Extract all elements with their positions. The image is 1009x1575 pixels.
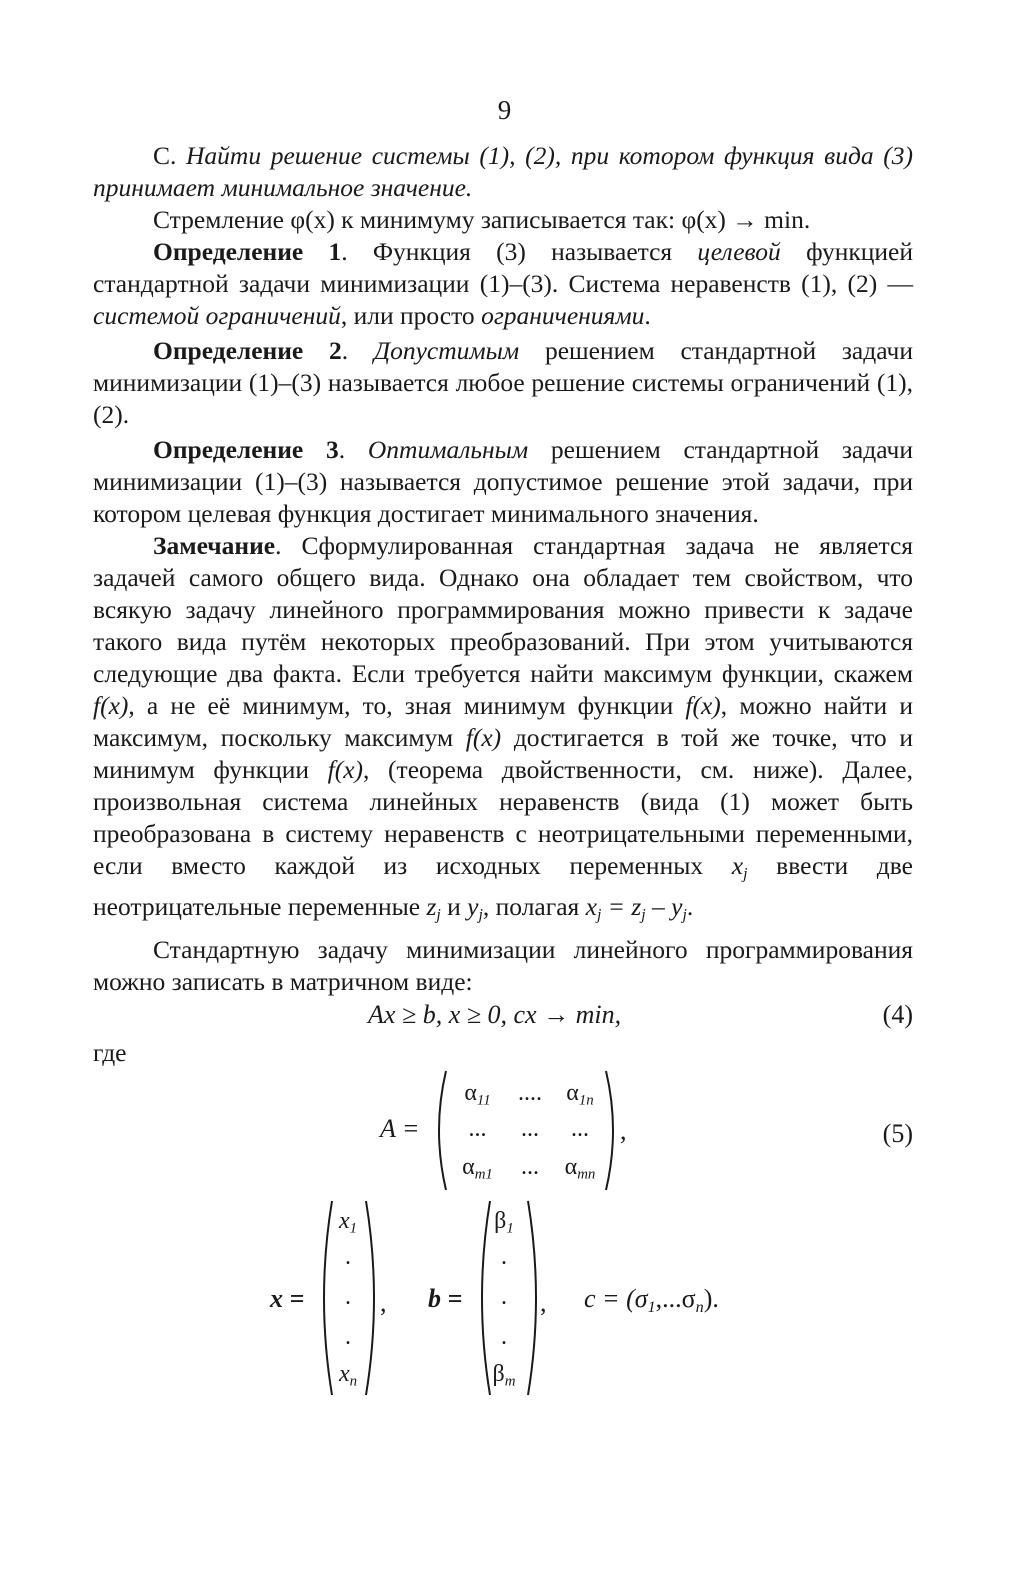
vector-entry: $x_n$ (338, 1361, 358, 1390)
left-paren (428, 1068, 450, 1193)
vector-entry: $\beta_1$ (494, 1208, 514, 1237)
vector-entry: $\beta_m$ (492, 1361, 516, 1390)
vector-c: $c = (\sigma_1,...\sigma_n)$. (584, 1284, 719, 1316)
vector-dot: . (345, 1324, 351, 1350)
remark-label: Замечание (153, 531, 276, 560)
definition-2: Определение 2. Допустимым решением стандартной задачи минимизации (1)–(3) называется любое решение системы ограничений (1), (2). (93, 336, 913, 429)
vector-b-lhs: b = (428, 1284, 463, 1313)
vector-dot: . (345, 1284, 351, 1310)
vector-b (428, 1198, 548, 1398)
body-text (93, 140, 913, 998)
definition-2-label: Определение 2 (153, 336, 342, 365)
vector-dot: . (501, 1284, 507, 1310)
matrix-a-lhs: A = (380, 1114, 420, 1143)
where-label: где (93, 1038, 127, 1067)
vector-entry: $x_1$ (338, 1208, 358, 1237)
formula-5-number: (5) (882, 1119, 913, 1148)
vector-dot: . (501, 1324, 507, 1350)
matrix-cell: .... (518, 1080, 542, 1106)
page-number: 9 (497, 95, 512, 125)
vector-x-trail: , (380, 1288, 387, 1317)
matrix-a-trail: , (620, 1116, 627, 1145)
matrix-cell: ... (521, 1116, 539, 1142)
formula-4-number: (4) (882, 1000, 913, 1029)
matrix-cell: $\alpha_{1n}$ (566, 1080, 594, 1109)
vector-b-trail: , (540, 1288, 547, 1317)
matrix-cell: ... (521, 1154, 539, 1180)
definition-1-label: Определение 1 (153, 237, 342, 266)
definition-1: Определение 1. Функция (3) называется целевой функцией стандартной задачи минимизации (1)–(3). Система неравенств (1), (2) — системой ограничений, или просто ограничениями. (93, 237, 913, 330)
vector-dot: . (501, 1244, 507, 1270)
definition-3: Определение 3. Оптимальным решением стандартной задачи минимизации (1)–(3) называется допустимое решение этой задачи, при котором целевая функция достигает минимального значения. (93, 435, 913, 528)
paragraph-matrix-form: Стандартную задачу минимизации линейного программирования можно записать в матричном виде: (93, 935, 913, 997)
vector-dot: . (345, 1244, 351, 1270)
vector-x (270, 1198, 390, 1398)
matrix-a (380, 1068, 627, 1193)
formula-4-expression: Ax ≥ b, x ≥ 0, cx → min, (368, 1000, 622, 1029)
paragraph-phi-min: Стремление φ(x) к минимуму записывается так: φ(x) → min. (153, 205, 811, 234)
matrix-cell: $\alpha_{mn}$ (564, 1154, 596, 1183)
matrix-cell: ... (571, 1116, 589, 1142)
matrix-cell: ... (468, 1116, 487, 1142)
vector-x-lhs: x = (270, 1284, 305, 1313)
matrix-cell: $\alpha_{m1}$ (462, 1154, 493, 1183)
remark: Замечание. Сформулированная стандартная задача не является задачей самого общего вида. Однако она обладает тем свойством, что всякую задачу линейного программирования можно привести к задаче такого вида путём некоторых преобразований. При этом учитываются следующие два факта. Если требуется найти максимум функции, скажем f(x), а не её минимум, то, зная минимум функции f(x), можно найти и максимум, поскольку максимум f(x) достигается в той же точке, что и минимум функции f(x), (теорема двойственности, см. ниже). Далее, произвольная система линейных неравенств (вида (1) может быть преобразована в систему неравенств с неотрицательными переменными, если вместо каждой из исходных переменных $x_j$ ввести две неотрицательные переменные $z_j$ и $y_j$, полагая $x_j = z_j - y_j$. (93, 531, 913, 924)
paragraph-condition-c: С. Найти решение системы (1), (2), при котором функция вида (3) принимает минимальное значение. (93, 141, 913, 202)
definition-3-label: Определение 3 (153, 435, 339, 464)
matrix-cell: $\alpha_{11}$ (464, 1080, 491, 1109)
